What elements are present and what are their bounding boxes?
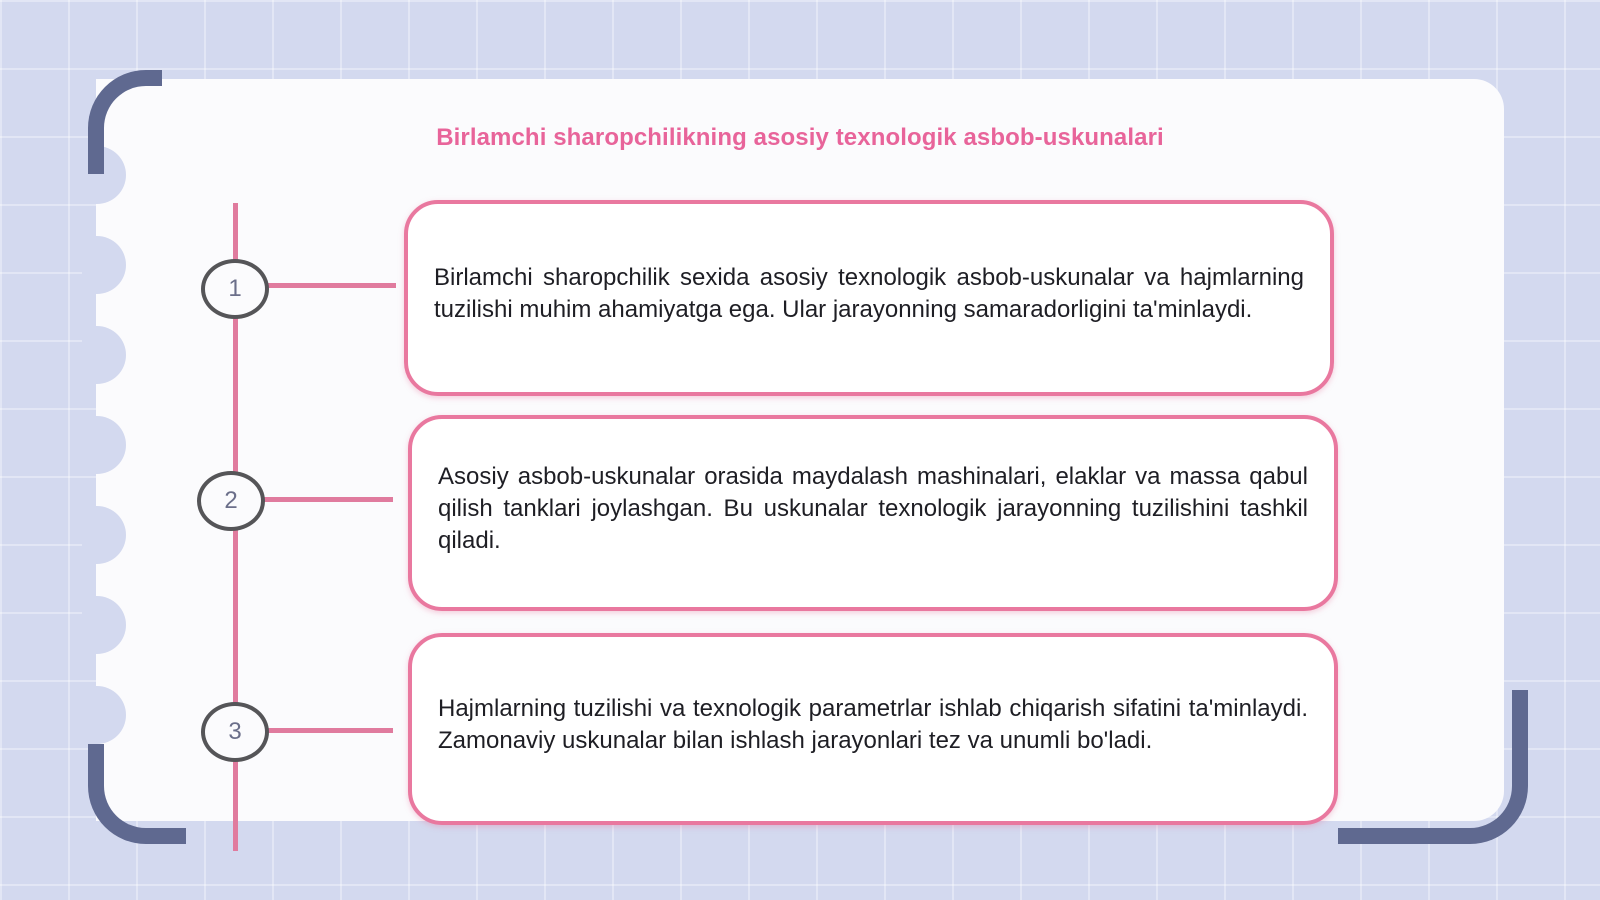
- step-card-3: [408, 633, 1338, 825]
- timeline-connector: [268, 728, 393, 733]
- timeline-connector: [264, 497, 393, 502]
- step-card-2: [408, 415, 1338, 611]
- step-card-text: Hajmlarning tuzilishi va texnologik parametrlar ishlab chiqarish sifatini ta'minlaydi. Zamonaviy uskunalar bilan ishlash jarayonlari tez va unumli bo'ladi.: [438, 695, 1308, 754]
- step-marker-1: 1: [201, 259, 269, 319]
- corner-bracket-bottom-right: [1338, 690, 1528, 844]
- step-card-text: Asosiy asbob-uskunalar orasida maydalash mashinalari, elaklar va massa qabul qilish tanklari joylashgan. Bu uskunalar texnologik jarayonning tuzilishini tashkil qiladi.: [438, 463, 1308, 554]
- timeline-connector: [268, 283, 396, 288]
- step-marker-3: 3: [201, 702, 269, 762]
- step-marker-2: 2: [197, 471, 265, 531]
- step-card-text: Birlamchi sharopchilik sexida asosiy texnologik asbob-uskunalar va hajmlarning tuzilishi muhim ahamiyatga ega. Ular jarayonning samaradorligini ta'minlaydi.: [434, 264, 1304, 323]
- corner-bracket-bottom-left: [88, 744, 186, 844]
- slide-title: Birlamchi sharopchilikning asosiy texnologik asbob-uskunalari: [436, 124, 1164, 151]
- step-card-1: [404, 200, 1334, 396]
